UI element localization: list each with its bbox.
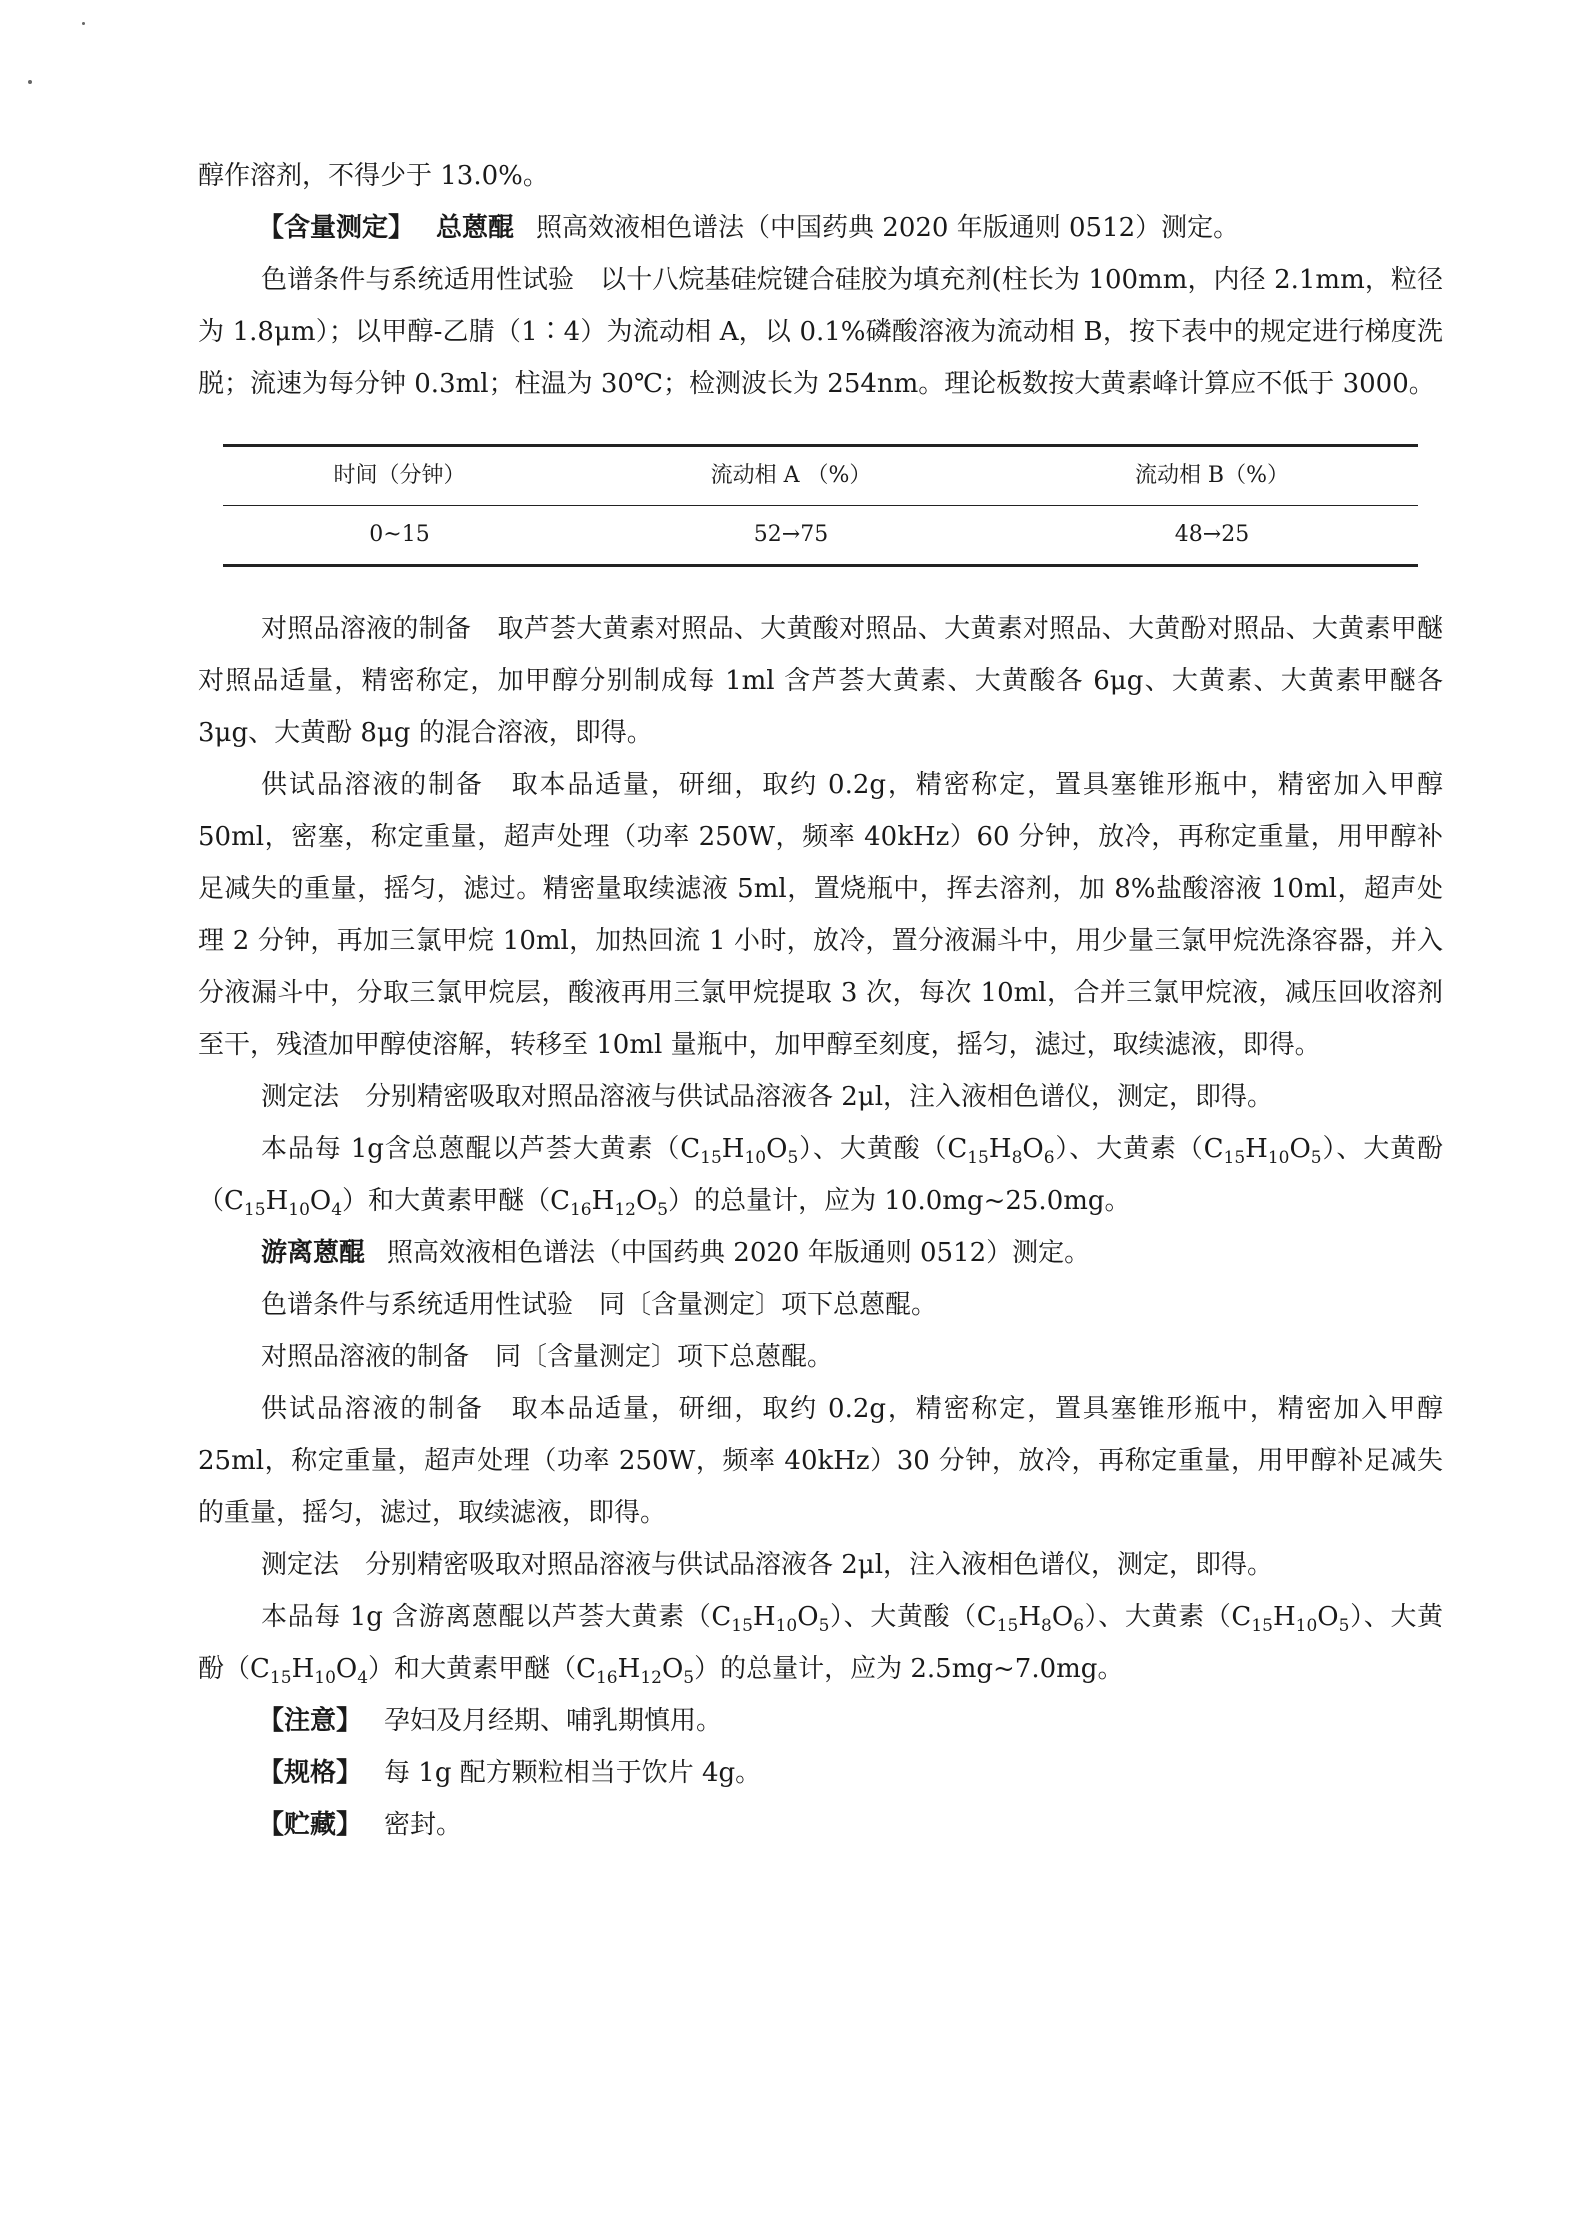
section-specification	[198, 1747, 1443, 1799]
para-reference-solution: 对照品溶液的制备 取芦荟大黄素对照品、大黄酸对照品、大黄素对照品、大黄酚对照品、大黄素甲醚对照品适量，精密称定，加甲醇分别制成每 1ml 含芦荟大黄素、大黄酸各 6μg、大黄素、大黄素甲醚各 3μg、大黄酚 8μg 的混合溶液，即得。	[198, 614, 1443, 748]
scan-speck	[28, 80, 32, 84]
scan-speck	[82, 22, 85, 25]
assay-method-text: 照高效液相色谱法（中国药典 2020 年版通则 0512）测定。	[536, 213, 1240, 243]
para-free-conditions: 色谱条件与系统适用性试验 同〔含量测定〕项下总蒽醌。	[261, 1290, 938, 1320]
cell-mobile-a: 52→75	[753, 522, 829, 547]
para-chromatographic-conditions: 色谱条件与系统适用性试验 以十八烷基硅烷键合硅胶为填充剂(柱长为 100mm，内径 2.1mm，粒径为 1.8μm）；以甲醇-乙腈（1∶4）为流动相 A，以 0.1%磷酸溶液为流动相 B，按下表中的规定进行梯度洗脱；流速为每分钟 0.3ml；柱温为 30℃；检测波长为 254nm。理论板数按大黄素峰计算应不低于 3000。	[198, 265, 1444, 399]
header-mobile-b: 流动相 B（%）	[1134, 463, 1290, 488]
header-time: 时间（分钟）	[333, 463, 466, 488]
section-free-anthraquinone	[198, 1227, 1443, 1279]
header-mobile-a: 流动相 A （%）	[710, 463, 872, 488]
section-label-storage: 【贮藏】	[258, 1810, 363, 1840]
specification-text: 每 1g 配方颗粒相当于饮片 4g。	[384, 1758, 762, 1788]
para-free-content-limit: 本品每 1g 含游离蒽醌以芦荟大黄素$(C_{15}H_{10}O_5)$、大黄酸$(C_{15}H_8O_6)$、大黄素$(C_{15}H_{10}O_5)$、大黄酚$(C_{15}H_{10}O_4)$和大黄素甲醚$(C_{16}H_{12}O_5)$的总量计，应为 2.5mg~7.0mg。	[198, 1602, 1443, 1689]
para-free-reference: 对照品溶液的制备 同〔含量测定〕项下总蒽醌。	[261, 1342, 834, 1372]
section-storage	[198, 1799, 1443, 1851]
section-label-caution: 【注意】	[258, 1706, 363, 1736]
para-free-procedure: 测定法 分别精密吸取对照品溶液与供试品溶液各 2μl，注入液相色谱仪，测定，即得。	[261, 1550, 1274, 1580]
subsection-total-anthraquinone: 总蒽醌	[436, 213, 515, 243]
section-label-specification: 【规格】	[258, 1758, 363, 1788]
para-test-solution: 供试品溶液的制备 取本品适量，研细，取约 0.2g，精密称定，置具塞锥形瓶中，精密加入甲醇 50ml，密塞，称定重量，超声处理（功率 250W，频率 40kHz）60 分钟，放冷，再称定重量，用甲醇补足减失的重量，摇匀，滤过。精密量取续滤液 5ml，置烧瓶中，挥去溶剂，加 8%盐酸溶液 10ml，超声处理 2 分钟，再加三氯甲烷 10ml，加热回流 1 小时，放冷，置分液漏斗中，用少量三氯甲烷洗涤容器，并入分液漏斗中，分取三氯甲烷层，酸液再用三氯甲烷提取 3 次，每次 10ml，合并三氯甲烷液，减压回收溶剂至干，残渣加甲醇使溶解，转移至 10ml 量瓶中，加甲醇至刻度，摇匀，滤过，取续滤液，即得。	[198, 770, 1443, 1060]
para-solvent: 醇作溶剂，不得少于 13.0%。	[198, 161, 549, 191]
cell-time: 0~15	[369, 522, 430, 547]
cell-mobile-b: 48→25	[1174, 522, 1250, 547]
gradient-table-wrapper	[223, 444, 1418, 567]
table-row	[223, 506, 1418, 566]
section-label-assay: 【含量测定】	[258, 213, 415, 243]
para-total-content-limit: 本品每 1g含总蒽醌以芦荟大黄素$(C_{15}H_{10}O_5)$、大黄酸$(C_{15}H_8O_6)$、大黄素$(C_{15}H_{10}O_5)$、大黄酚$(C_{15}H_{10}O_4)$和大黄素甲醚$(C_{16}H_{12}O_5)$的总量计，应为 10.0mg~25.0mg。	[198, 1134, 1443, 1221]
free-method-text: 照高效液相色谱法（中国药典 2020 年版通则 0512）测定。	[387, 1238, 1091, 1268]
subsection-free-anthraquinone: 游离蒽醌	[261, 1238, 366, 1268]
document-body	[198, 150, 1443, 1851]
section-caution	[198, 1695, 1443, 1747]
table-header-row	[223, 446, 1418, 506]
caution-text: 孕妇及月经期、哺乳期慎用。	[384, 1706, 723, 1736]
section-assay	[198, 202, 1443, 254]
gradient-table	[223, 444, 1418, 567]
storage-text: 密封。	[384, 1810, 463, 1840]
para-free-test-solution: 供试品溶液的制备 取本品适量，研细，取约 0.2g，精密称定，置具塞锥形瓶中，精密加入甲醇 25ml，称定重量，超声处理（功率 250W，频率 40kHz）30 分钟，放冷，再称定重量，用甲醇补足减失的重量，摇匀，滤过，取续滤液，即得。	[198, 1394, 1443, 1528]
para-procedure: 测定法 分别精密吸取对照品溶液与供试品溶液各 2μl，注入液相色谱仪，测定，即得。	[261, 1082, 1274, 1112]
